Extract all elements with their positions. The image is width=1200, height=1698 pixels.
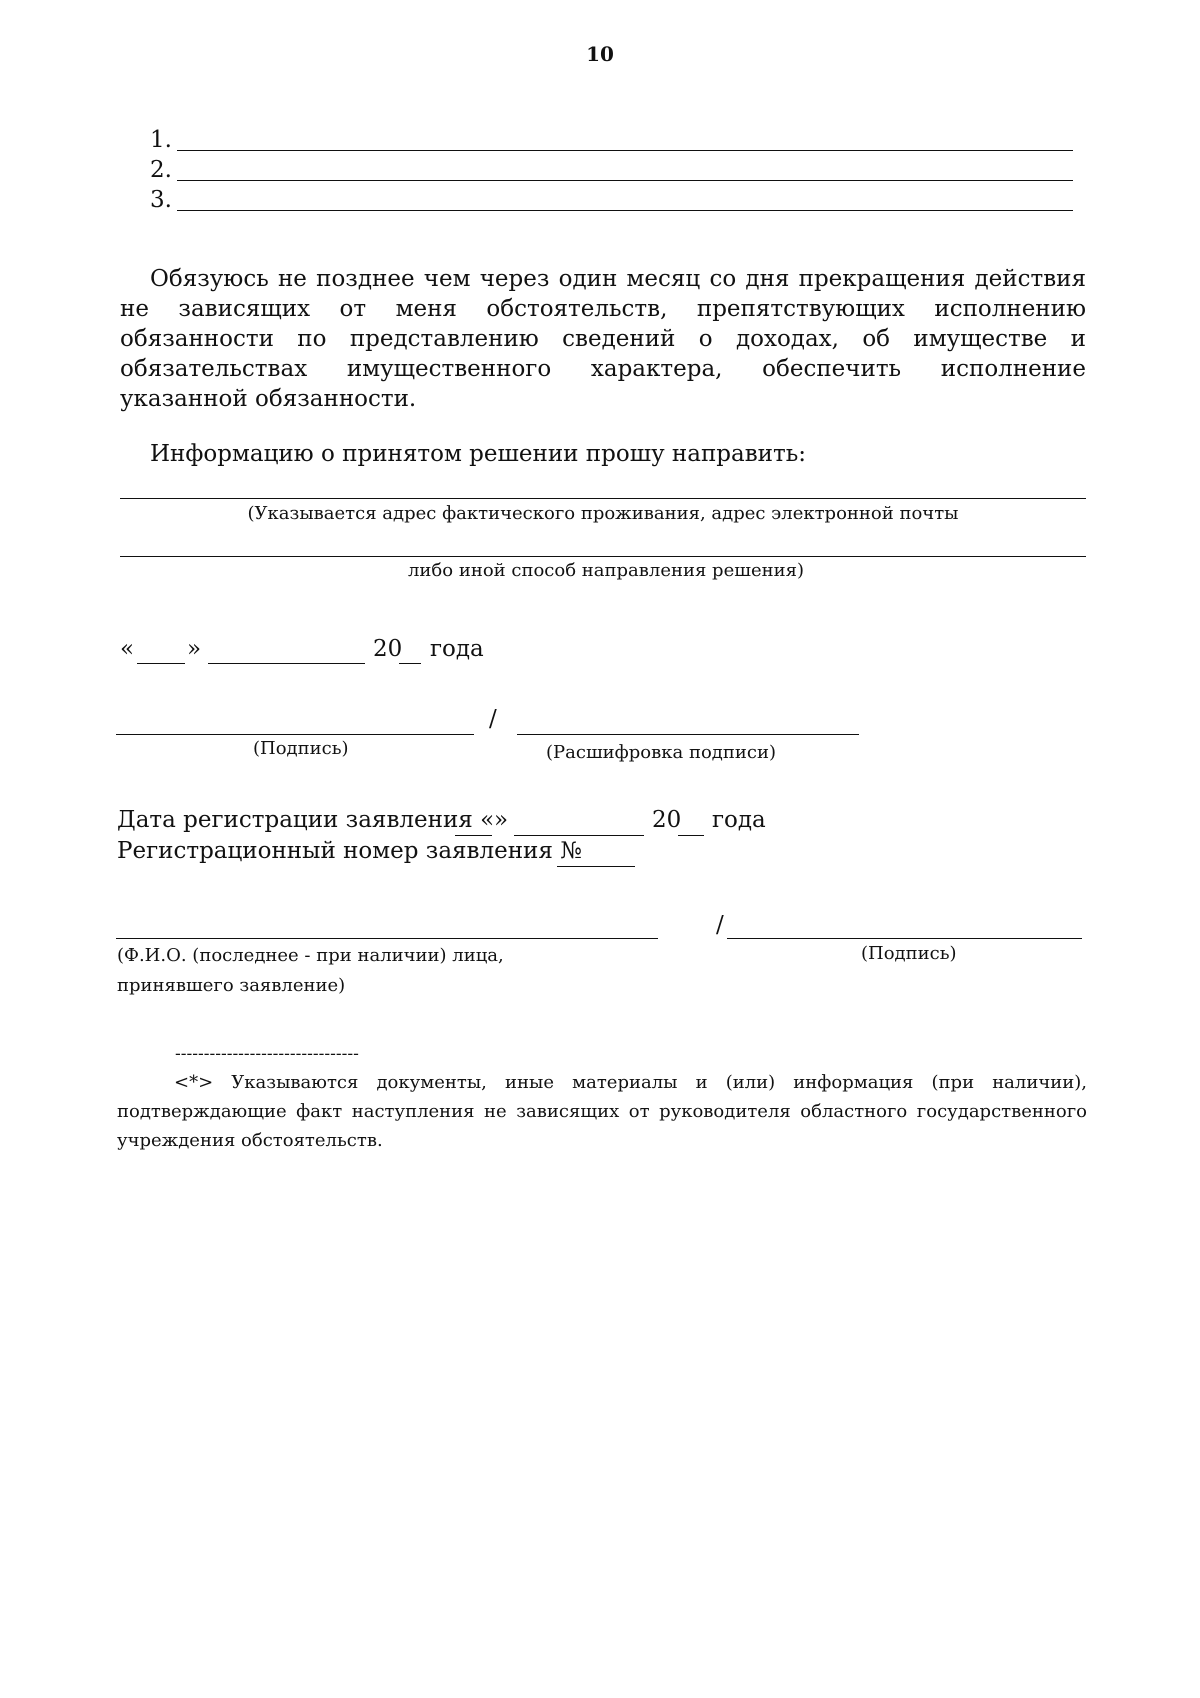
date-year-prefix: 20 [373,636,403,662]
registration-number-field[interactable] [557,841,635,867]
signature-decoding-label: (Расшифровка подписи) [546,742,776,763]
registration-month-field[interactable] [514,810,644,836]
info-request-text: Информацию о принятом решении прошу направить: [150,441,807,467]
address-hint-2: либо иной способ направления решения) [408,560,804,581]
list-item-1-line[interactable] [177,124,1073,151]
registration-year-prefix: 20 [652,807,682,833]
address-hint-1: (Указывается адрес фактического проживания, адрес электронной почты [247,503,959,524]
date-year-suffix: года [430,636,484,662]
signature-decoding-field[interactable] [517,710,859,735]
registration-year-suffix: года [712,807,766,833]
list-item-3-number: 3. [150,187,172,213]
footnote-text: <*> Указываются документы, иные материалы и (или) информация (при наличии), подтверждающие факт наступления не зависящих от руководителя областного государственного учреждения обстоятельств. [117,1072,1087,1151]
obligation-paragraph: Обязуюсь не позднее чем через один месяц со дня прекращения действия не зависящих от меня обстоятельств, препятствующих исполнению обязанности по представлению сведений о доходах, об имуществе и обязательствах имущественного характера, обеспечить исполнение указанной обязанности. [120,266,1086,412]
receiver-signature-label: (Подпись) [861,943,957,964]
registration-date-label: Дата регистрации заявления « [117,807,495,833]
date-year-field[interactable] [399,638,421,664]
list-item-3-line[interactable] [177,184,1073,211]
date-open-quote: « [120,636,135,662]
registration-number-label: Регистрационный номер заявления № [117,838,582,864]
list-item-1-number: 1. [150,127,172,153]
receiver-fio-label-2: принявшего заявление) [117,975,346,996]
date-day-field[interactable] [137,638,185,664]
footnote-separator: -------------------------------- [175,1044,359,1064]
registration-date-close: » [494,807,509,833]
receiver-slash: / [716,912,724,938]
page-number: 10 [586,42,614,66]
date-month-field[interactable] [208,638,365,664]
registration-year-field[interactable] [678,810,704,836]
list-item-2-number: 2. [150,157,172,183]
receiver-signature-field[interactable] [727,914,1082,939]
date-close-quote: » [187,636,202,662]
receiver-fio-field[interactable] [116,914,658,939]
signature-label: (Подпись) [253,738,349,759]
registration-day-field[interactable] [455,810,492,836]
address-line-1[interactable] [120,470,1086,499]
address-line-2[interactable] [120,530,1086,557]
signature-field[interactable] [116,710,474,735]
list-item-2-line[interactable] [177,154,1073,181]
receiver-fio-label-1: (Ф.И.О. (последнее - при наличии) лица, [117,945,504,966]
signature-slash: / [489,706,497,732]
